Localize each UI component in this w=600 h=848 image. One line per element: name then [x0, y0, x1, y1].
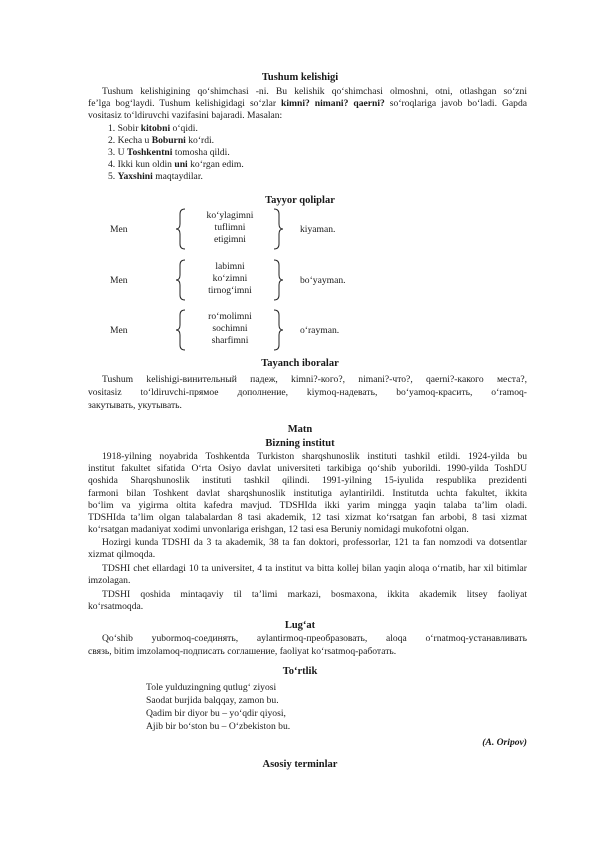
example-post: ko‘rgan edim.: [187, 159, 244, 170]
example-item-4: [108, 159, 244, 171]
poem-line-1: Tole yulduzingning qutlug‘ ziyosi: [146, 682, 277, 693]
pattern-1-subject: Men: [110, 224, 128, 235]
pattern-2-subject: Men: [110, 275, 128, 286]
example-item-2: [108, 135, 214, 147]
heading-lugat: Lug‘at: [284, 620, 316, 631]
pattern-3-verb: o‘rayman.: [300, 325, 340, 336]
institut-line-5: bo‘lim va yigirma oltita kafedra mavjud. TDSHIda ikki yarim mingga yaqin talaba ta’lim oladi.: [88, 500, 527, 511]
right-brace-icon: [272, 259, 284, 301]
example-pre: 2. Kecha u: [108, 135, 152, 146]
institut-line-4: farmoni bilan Toshkent davlat sharqshunoslik institutiga aylantirildi. Institutda uchta fakultet, ikkita: [88, 488, 527, 499]
example-item-1: [108, 123, 198, 135]
tushum-paragraph-line-1: Tushum kelishigining qo‘shimchasi -ni. Bu kelishik qo‘shimchasi olmoshni, otni, otlashgan so‘zni: [102, 86, 527, 97]
institut-line-7: ko‘rsatgan madaniyat xodimi unvonlariga erishgan, 12 tasi esa Beruniy nomidagi mukofotni olgan.: [88, 524, 469, 535]
pattern-1-object-1: ko‘ylagimni: [206, 210, 254, 221]
tushum-p1b-post: so‘roqlariga javob bo‘ladi. Gapda: [384, 98, 527, 109]
institut-line-2: institut fakultet sifatida O‘rta Osiyo davlat universiteti tarkibiga qo‘shib yuborildi. 1990-yilda ToshDU: [88, 463, 527, 474]
example-pre: 5.: [108, 171, 118, 182]
example-bold: Yaxshini: [117, 171, 153, 182]
example-post: maqtaydilar.: [152, 171, 203, 182]
poem-line-4: Ajib bir bo‘ston bu – O‘zbekiston bu.: [146, 721, 291, 732]
example-post: tomosha qildi.: [172, 147, 230, 158]
right-brace-icon: [272, 208, 284, 250]
example-pre: 4. Ikki kun oldin: [108, 159, 175, 170]
left-brace-icon: [175, 309, 187, 351]
heading-bizning-institut: Bizning institut: [265, 438, 335, 449]
heading-tayanch-iboralar: Tayanch iboralar: [261, 358, 339, 369]
pattern-1-object-3: etigimni: [214, 234, 246, 245]
pattern-3-object-2: sochimni: [212, 323, 248, 334]
example-bold: uni: [174, 159, 188, 170]
lugat-line-1: Qo‘shib yubormoq-соединять, aylantirmoq-преобразовать, aloqa o‘rnatmoq-устанавливать: [102, 633, 527, 644]
example-bold: kitobni: [140, 123, 171, 134]
example-item-5: [108, 171, 203, 183]
poem-line-2: Saodat burjida balqqay, zamon bu.: [146, 695, 279, 706]
pattern-2-object-1: labimni: [215, 261, 245, 272]
heading-tayyor-qoliplar: Tayyor qoliplar: [265, 195, 335, 206]
example-post: o‘qidi.: [170, 123, 198, 134]
example-pre: 1. Sobir: [108, 123, 141, 134]
pattern-1-object-2: tuflimni: [214, 222, 246, 233]
institut-line-1: 1918-yilning noyabrida Toshkentda Turkiston sharqshunoslik instituti tashkil etildi. 1924-yilda bu: [102, 451, 527, 462]
example-bold: Boburni: [151, 135, 186, 146]
pattern-2-object-2: ko‘zimni: [212, 273, 248, 284]
lugat-line-2: связь, bitim imzolamoq-подписать соглашение, faoliyat ko‘rsatmoq-работать.: [88, 646, 397, 657]
heading-tushum-kelishigi: Tushum kelishigi: [261, 72, 339, 83]
institut-line-6: TDSHIda ta’lim olgan talabalardan 8 tasi akademik, 12 tasi xizmat ko‘rsatgan fan arbobi, 8 tasi xizmat: [88, 512, 527, 523]
poem-line-3: Qadim bir diyor bu – yo‘qdir qiyosi,: [146, 708, 286, 719]
pattern-1-verb: kiyaman.: [300, 224, 336, 235]
pattern-3-subject: Men: [110, 325, 128, 336]
tushum-paragraph-line-3: vositasiz to‘ldiruvchi vazifasini bajaradi. Masalan:: [88, 110, 283, 121]
tayanch-line-2: vositasiz to‘ldiruvchi-прямое дополнение, kiymoq-надевать, bo‘yamoq-красить, o‘ramoq-: [88, 387, 527, 398]
institut-line-3: qoshida Sharqshunoslik instituti tashkil qilindi. 1991-yilning 15-iyulida respublika prezidenti: [88, 475, 527, 486]
institut-line-12: TDSHI qoshida mintaqaviy til ta’limi markazi, bosmaxona, ikkita akademik litsey faoliyat: [102, 589, 527, 600]
tushum-questions-bold: kimni? nimani? qaerni?: [281, 98, 385, 109]
pattern-2-object-3: tirnog‘imni: [208, 285, 252, 296]
institut-line-8: Hozirgi kunda TDSHI da 3 ta akademik, 38 ta fan doktori, professorlar, 121 ta fan nomzodi va dotsentlar: [102, 537, 527, 548]
heading-asosiy-terminlar: Asosiy terminlar: [262, 759, 338, 770]
heading-tortlik: To‘rtlik: [282, 666, 318, 677]
left-brace-icon: [175, 259, 187, 301]
left-brace-icon: [175, 208, 187, 250]
tushum-p1b-pre: fe’lga bog‘laydi. Tushum kelishigidagi so‘zlar: [88, 98, 282, 109]
institut-line-10: TDSHI chet ellardagi 10 ta universitet, 4 ta institut va bitta kollej bilan yaqin aloqa o‘rnatib, har xil bitimlar: [102, 563, 527, 574]
institut-line-11: imzolagan.: [88, 575, 131, 586]
poem-author: (A. Oripov): [482, 737, 527, 748]
example-bold: Toshkentni: [126, 147, 173, 158]
tushum-paragraph-line-2: [88, 98, 527, 110]
example-item-3: [108, 147, 230, 159]
right-brace-icon: [272, 309, 284, 351]
pattern-3-object-3: sharfimni: [211, 335, 249, 346]
institut-line-9: xizmat qilmoqda.: [88, 549, 156, 560]
pattern-2-verb: bo‘yayman.: [300, 275, 346, 286]
pattern-3-object-1: ro‘molimni: [208, 311, 252, 322]
tayanch-line-1: Tushum kelishigi-винительный падеж, kimni?-кого?, nimani?-что?, qaerni?-какого места?,: [102, 374, 527, 385]
example-pre: 3. U: [108, 147, 127, 158]
heading-matn: Matn: [287, 424, 313, 435]
institut-line-13: ko‘rsatmoqda.: [88, 601, 144, 612]
example-post: ko‘rdi.: [185, 135, 215, 146]
tayanch-line-3: закутывать, укутывать.: [88, 400, 182, 411]
